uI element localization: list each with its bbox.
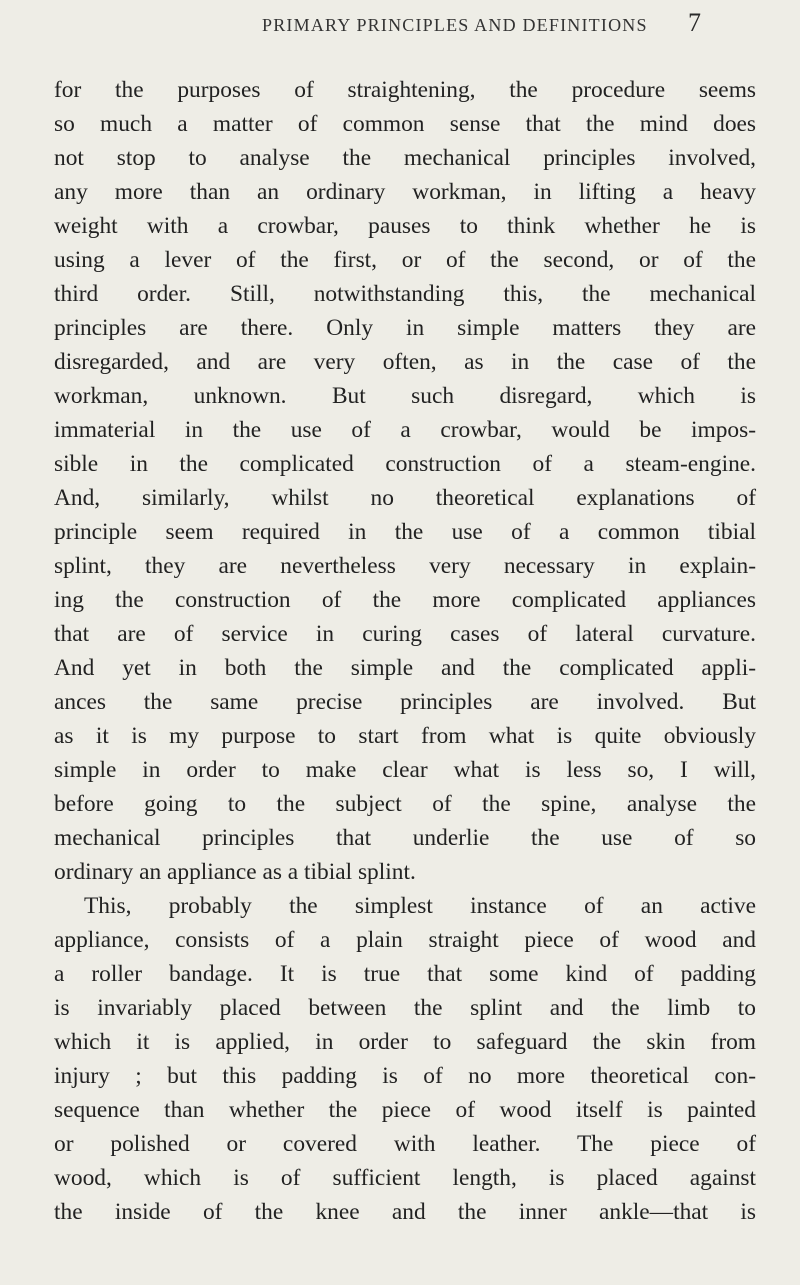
text-line: splint, they are nevertheless very necessary in explain- xyxy=(54,553,756,579)
running-head xyxy=(0,8,800,48)
text-line: is invariably placed between the splint and the limb to xyxy=(54,995,756,1021)
text-line: principles are there. Only in simple matters they are xyxy=(54,315,756,341)
text-line: ances the same precise principles are involved. But xyxy=(54,689,756,715)
paragraph-first-line: This, probably the simplest instance of an active xyxy=(84,893,756,919)
text-line: before going to the subject of the spine, analyse the xyxy=(54,791,756,817)
text-line: sequence than whether the piece of wood itself is painted xyxy=(54,1097,756,1123)
text-line: ordinary an appliance as a tibial splint. xyxy=(54,859,416,885)
text-line: immaterial in the use of a crowbar, would be impos- xyxy=(54,417,756,443)
text-line: appliance, consists of a plain straight piece of wood and xyxy=(54,927,756,953)
text-line: And yet in both the simple and the complicated appli- xyxy=(54,655,756,681)
text-line: wood, which is of sufficient length, is placed against xyxy=(54,1165,756,1191)
text-line: so much a matter of common sense that the mind does xyxy=(54,111,756,137)
text-line: sible in the complicated construction of a steam-engine. xyxy=(54,451,756,477)
text-line: the inside of the knee and the inner ankle—that is xyxy=(54,1199,756,1225)
text-line: simple in order to make clear what is less so, I will, xyxy=(54,757,756,783)
text-line: or polished or covered with leather. The piece of xyxy=(54,1131,756,1157)
text-line: third order. Still, notwithstanding this, the mechanical xyxy=(54,281,756,307)
text-line: not stop to analyse the mechanical principles involved, xyxy=(54,145,756,171)
text-line: workman, unknown. But such disregard, which is xyxy=(54,383,756,409)
text-line: any more than an ordinary workman, in lifting a heavy xyxy=(54,179,756,205)
text-line: disregarded, and are very often, as in the case of the xyxy=(54,349,756,375)
text-line: as it is my purpose to start from what is quite obviously xyxy=(54,723,756,749)
text-line: And, similarly, whilst no theoretical explanations of xyxy=(54,485,756,511)
text-line: principle seem required in the use of a common tibial xyxy=(54,519,756,545)
text-line: a roller bandage. It is true that some kind of padding xyxy=(54,961,756,987)
text-line: for the purposes of straightening, the procedure seems xyxy=(54,77,756,103)
text-line: injury ; but this padding is of no more theoretical con- xyxy=(54,1063,756,1089)
text-line: weight with a crowbar, pauses to think whether he is xyxy=(54,213,756,239)
text-line: that are of service in curing cases of lateral curvature. xyxy=(54,621,756,647)
text-line: using a lever of the first, or of the second, or of the xyxy=(54,247,756,273)
text-line: mechanical principles that underlie the use of so xyxy=(54,825,756,851)
text-line: which it is applied, in order to safeguard the skin from xyxy=(54,1029,756,1055)
text-line: ing the construction of the more complicated appliances xyxy=(54,587,756,613)
page-number: 7 xyxy=(688,8,701,37)
running-head-title: PRIMARY PRINCIPLES AND DEFINITIONS xyxy=(262,15,648,35)
